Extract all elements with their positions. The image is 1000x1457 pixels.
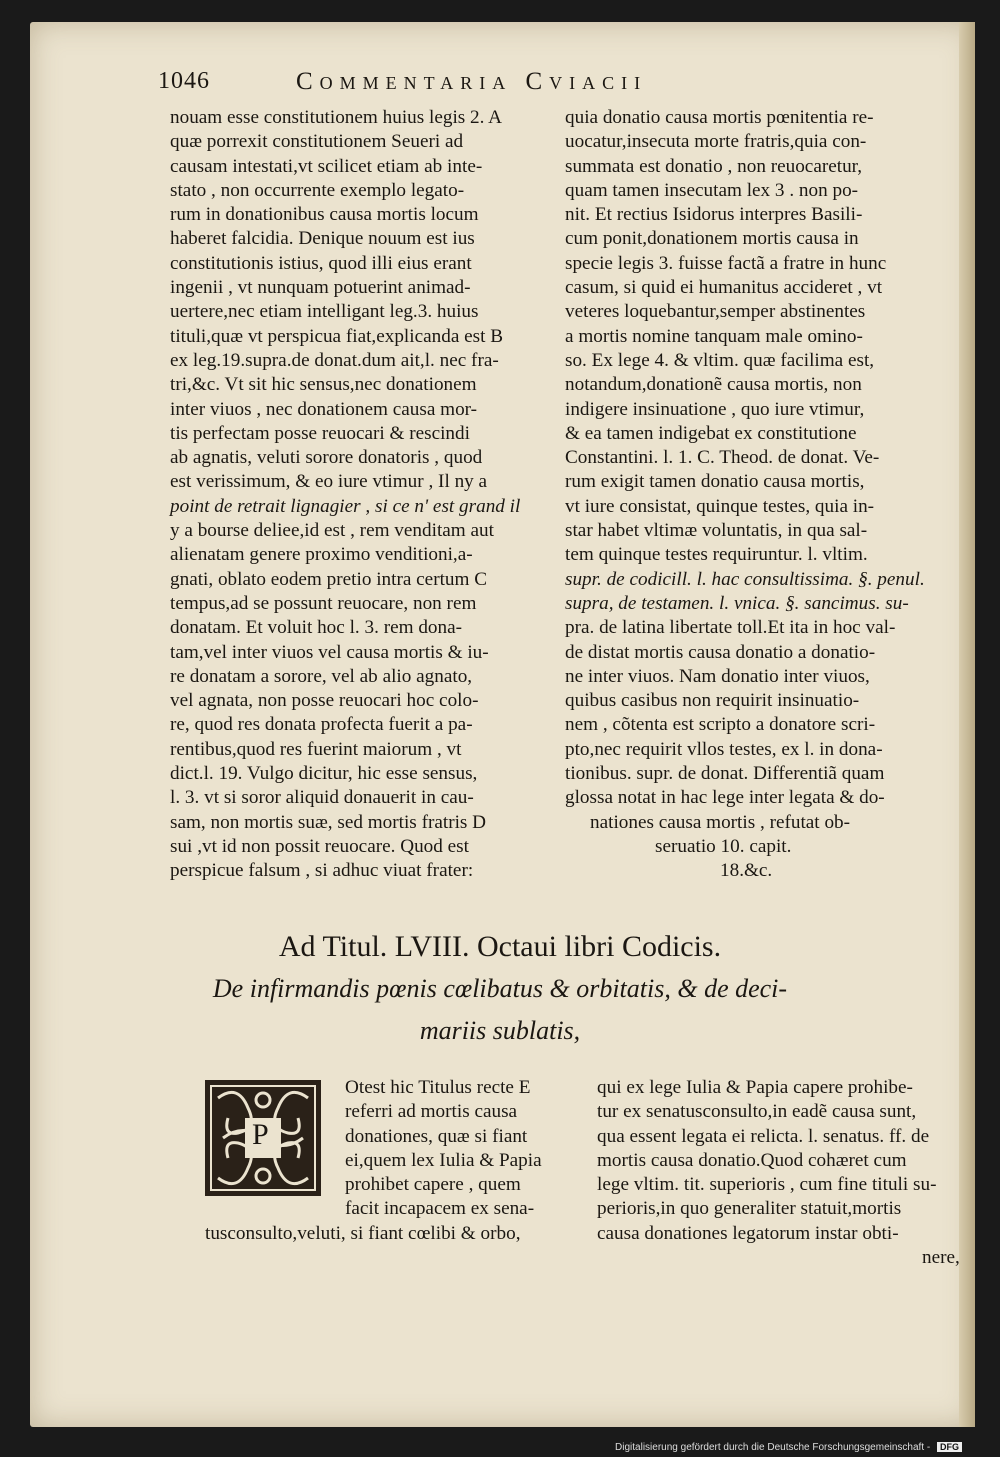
text-line: dict.l. 19. Vulgo dicitur, hic esse sensus,: [170, 763, 478, 785]
text-line: est verissimum, & eo iure vtimur , Il ny a: [170, 471, 488, 493]
text-line: 18.&c.: [720, 860, 773, 882]
text-line: & ea tamen indigebat ex constitutione: [565, 422, 857, 444]
text-line: seruatio 10. capit.: [655, 835, 792, 857]
section-title: Ad Titul. LVIII. Octaui libri Codicis.: [278, 930, 722, 963]
text-line: quam tamen insecutam lex 3 . non po-: [565, 179, 859, 201]
text-line: tusconsulto,veluti, si fiant cœlibi & orbo,: [205, 1222, 521, 1244]
text-line: rum exigit tamen donatio causa mortis,: [565, 471, 865, 493]
text-line: glossa notat in hac lege inter legata & do-: [565, 787, 885, 809]
text-line: qua essent legata ei relicta. l. senatus. ff. de: [597, 1125, 930, 1147]
text-line: tem quinque testes requiruntur. l. vltim.: [565, 544, 868, 566]
text-line: ex leg.19.supra.de donat.dum ait,l. nec fra-: [170, 349, 499, 371]
text-line: ab agnatis, veluti sorore donatoris , quod: [170, 447, 483, 469]
text-line: lege vltim. tit. superioris , cum fine tituli su-: [597, 1174, 937, 1196]
footer-text: Digitalisierung gefördert durch die Deutsche Forschungsgemeinschaft -: [615, 1442, 931, 1453]
text-line: re, quod res donata profecta fuerit a pa-: [170, 714, 473, 736]
text-line: tam,vel inter viuos vel causa mortis & iu-: [170, 641, 489, 663]
text-line: tis perfectam posse reuocari & rescindi: [170, 422, 470, 444]
text-line: supr. de codicill. l. hac consultissima. §. penul.: [565, 568, 925, 590]
text-line: stato , non occurrente exemplo legato-: [170, 179, 465, 201]
text-line: y a bourse deliee,id est , rem venditam aut: [170, 520, 494, 542]
text-line: tri,&c. Vt sit hic sensus,nec donationem: [170, 374, 477, 396]
text-line: vt iure consistat, quinque testes, quia in-: [565, 495, 875, 517]
section-subtitle-line1: De infirmandis pœnis cœlibatus & orbitatis, & de deci-: [212, 974, 788, 1003]
text-line: quibus casibus non requirit insinuatio-: [565, 690, 860, 712]
lower-left-text-column: [205, 1076, 585, 1246]
lower-right-text-column: [597, 1076, 967, 1270]
text-line: gnati, oblato eodem pretio intra certum C: [170, 568, 488, 590]
text-line: ne inter viuos. Nam donatio inter viuos,: [565, 665, 870, 687]
text-line: tituli,quæ vt perspicua fiat,explicanda est B: [170, 325, 504, 347]
text-line: tempus,ad se possunt reuocare, non rem: [170, 592, 477, 614]
dfg-logo: DFG: [937, 1442, 962, 1452]
text-line: vel agnata, non posse reuocari hoc colo-: [170, 690, 479, 712]
decorated-initial: [203, 1078, 323, 1198]
text-line: uertere,nec etiam intelligant leg.3. huius: [170, 301, 479, 323]
text-line: nit. Et rectius Isidorus interpres Basili-: [565, 204, 863, 226]
text-line: rentibus,quod res fuerint maiorum , vt: [170, 738, 462, 760]
text-line: de distat mortis causa donatio a donatio-: [565, 641, 876, 663]
text-line: sam, non mortis suæ, sed mortis fratris D: [170, 811, 487, 833]
text-line: notandum,donationẽ causa mortis, non: [565, 374, 862, 396]
text-line: nationes causa mortis , refutat ob-: [590, 811, 851, 833]
text-line: ei,quem lex Iulia & Papia: [345, 1149, 542, 1171]
text-line: rum in donationibus causa mortis locum: [170, 204, 479, 226]
text-line: so. Ex lege 4. & vltim. quæ facilima est,: [565, 349, 875, 371]
text-line: qui ex lege Iulia & Papia capere prohibe-: [597, 1077, 913, 1098]
text-line: casum, si quid ei humanitus accideret , vt: [565, 277, 883, 299]
text-line: referri ad mortis causa: [345, 1101, 518, 1123]
right-text-column: [565, 106, 945, 884]
text-line: perioris,in quo generaliter statuit,mortis: [597, 1198, 902, 1220]
text-line: star habet vltimæ voluntatis, in qua sal-: [565, 520, 868, 542]
text-line: haberet falcidia. Denique nouum est ius: [170, 228, 475, 250]
text-line: mortis causa donatio.Quod cohæret cum: [597, 1149, 907, 1171]
text-line: prohibet capere , quem: [345, 1174, 521, 1196]
text-line: supra, de testamen. l. vnica. §. sancimus. su-: [565, 592, 909, 614]
text-line: causam intestati,vt scilicet etiam ab inte-: [170, 155, 483, 177]
text-line: uocatur,insecuta morte fratris,quia con-: [565, 131, 867, 153]
text-line: donationes, quæ si fiant: [345, 1125, 528, 1147]
text-line: quæ porrexit constitutionem Seueri ad: [170, 131, 464, 153]
text-line: Otest hic Titulus recte E: [345, 1077, 531, 1098]
text-line: quia donatio causa mortis pœnitentia re-: [565, 107, 874, 128]
text-line: pto,nec requirit vllos testes, ex l. in dona-: [565, 738, 883, 760]
text-line: Constantini. l. 1. C. Theod. de donat. Ve-: [565, 447, 880, 469]
text-line: point de retrait lignagier , si ce n' est grand il: [170, 495, 521, 517]
running-title: Commentaria Cviacii: [296, 68, 648, 95]
text-line: re donatam a sorore, vel ab alio agnato,: [170, 665, 473, 687]
text-line: perspicue falsum , si adhuc viuat frater:: [170, 860, 474, 882]
page-number: 1046: [158, 68, 210, 94]
text-line: summata est donatio , non reuocaretur,: [565, 155, 863, 177]
footer-credit: [615, 1442, 962, 1453]
text-line: indigere insinuatione , quo iure vtimur,: [565, 398, 865, 420]
text-line: tur ex senatusconsulto,in eadẽ causa sunt,: [597, 1101, 917, 1123]
text-line: alienatam genere proximo venditioni,a-: [170, 544, 473, 566]
text-line: nouam esse constitutionem huius legis 2. A: [170, 107, 503, 128]
text-line: donatam. Et voluit hoc l. 3. rem dona-: [170, 617, 463, 639]
text-line: inter viuos , nec donationem causa mor-: [170, 398, 478, 420]
text-line: veteres loquebantur,semper abstinentes: [565, 301, 866, 323]
text-line: specie legis 3. fuisse factã a fratre in hunc: [565, 252, 887, 274]
text-line: ingenii , vt nunquam potuerint animad-: [170, 277, 471, 299]
section-subtitle-line2: mariis sublatis,: [419, 1016, 581, 1045]
text-line: facit incapacem ex sena-: [345, 1198, 535, 1220]
text-line: sui ,vt id non possit reuocare. Quod est: [170, 835, 469, 857]
text-line: pra. de latina libertate toll.Et ita in hoc val-: [565, 617, 896, 639]
text-line: a mortis nomine tanquam male omino-: [565, 325, 863, 347]
text-line: constitutionis istius, quod illi eius erant: [170, 252, 472, 274]
text-line: l. 3. vt si soror aliquid donauerit in cau-: [170, 787, 474, 809]
text-line: nere,: [922, 1247, 960, 1269]
text-line: tionibus. supr. de donat. Differentiã quam: [565, 763, 885, 785]
text-line: nem , cõtenta est scripto a donatore scri-: [565, 714, 876, 736]
text-line: cum ponit,donationem mortis causa in: [565, 228, 859, 250]
initial-letter: P: [252, 1118, 269, 1151]
text-line: causa donationes legatorum instar obti-: [597, 1222, 899, 1244]
left-text-column: [170, 106, 560, 884]
